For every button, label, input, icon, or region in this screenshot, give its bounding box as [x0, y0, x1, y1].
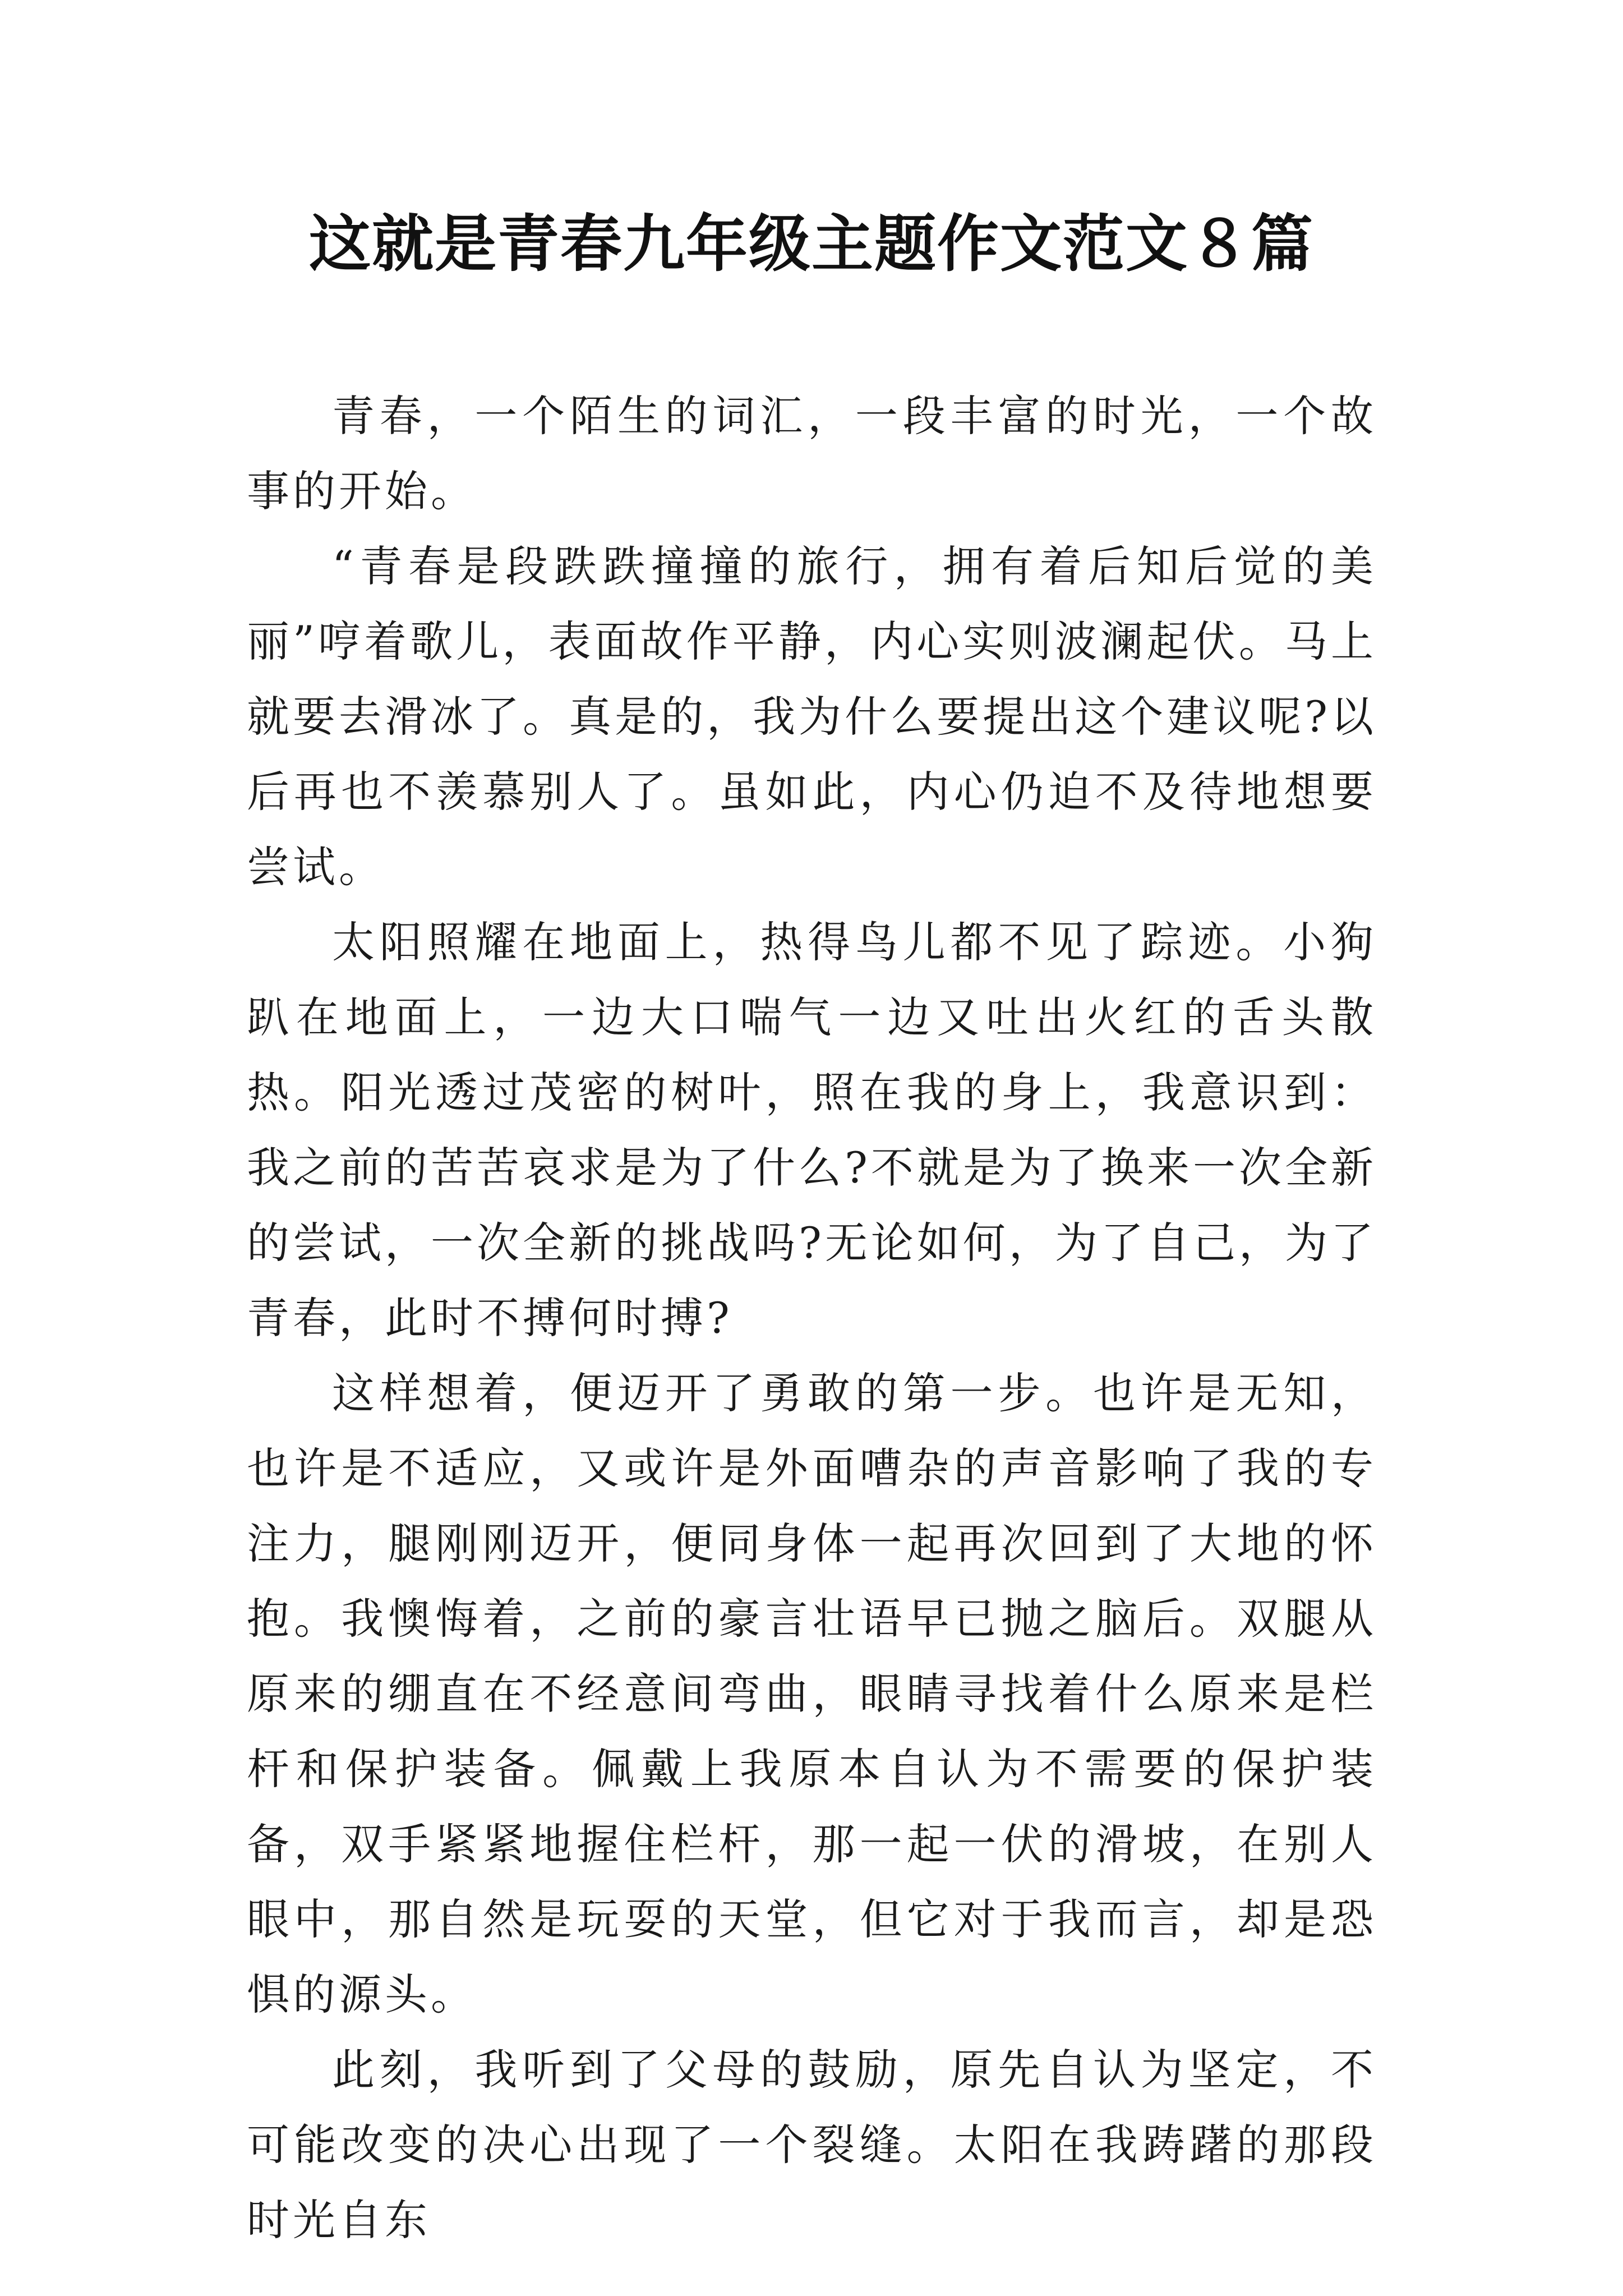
paragraph: 这样想着，便迈开了勇敢的第一步。也许是无知，也许是不适应，又或许是外面嘈杂的声音影响了我的专注力，腿刚刚迈开，便同身体一起再次回到了大地的怀抱。我懊悔着，之前的豪言壮语早已抛之脑后。双腿从原来的绷直在不经意间弯曲，眼睛寻找着什么原来是栏杆和保护装备。佩戴上我原本自认为不需要的保护装备，双手紧紧地握住栏杆，那一起一伏的滑坡，在别人眼中，那自然是玩耍的天堂，但它对于我而言，却是恐惧的源头。	[247, 1368, 1377, 2019]
document-body	[247, 379, 1377, 2258]
paragraph: 青春，一个陌生的词汇，一段丰富的时光，一个故事的开始。	[247, 391, 1377, 516]
document-title: 这就是青春九年级主题作文范文８篇	[309, 208, 1314, 280]
paragraph: “青春是段跌跌撞撞的旅行，拥有着后知后觉的美丽”哼着歌儿，表面故作平静，内心实则波澜起伏。马上就要去滑冰了。真是的，我为什么要提出这个建议呢?以后再也不羡慕别人了。虽如此，内心仍迫不及待地想要尝试。	[247, 541, 1377, 892]
paragraph: 此刻，我听到了父母的鼓励，原先自认为坚定，不可能改变的决心出现了一个裂缝。太阳在我踌躇的那段时光自东	[247, 2045, 1377, 2245]
paragraph: 太阳照耀在地面上，热得鸟儿都不见了踪迹。小狗趴在地面上，一边大口喘气一边又吐出火红的舌头散热。阳光透过茂密的树叶，照在我的身上，我意识到：我之前的苦苦哀求是为了什么?不就是为了换来一次全新的尝试，一次全新的挑战吗?无论如何，为了自己，为了青春，此时不搏何时搏?	[247, 917, 1377, 1343]
